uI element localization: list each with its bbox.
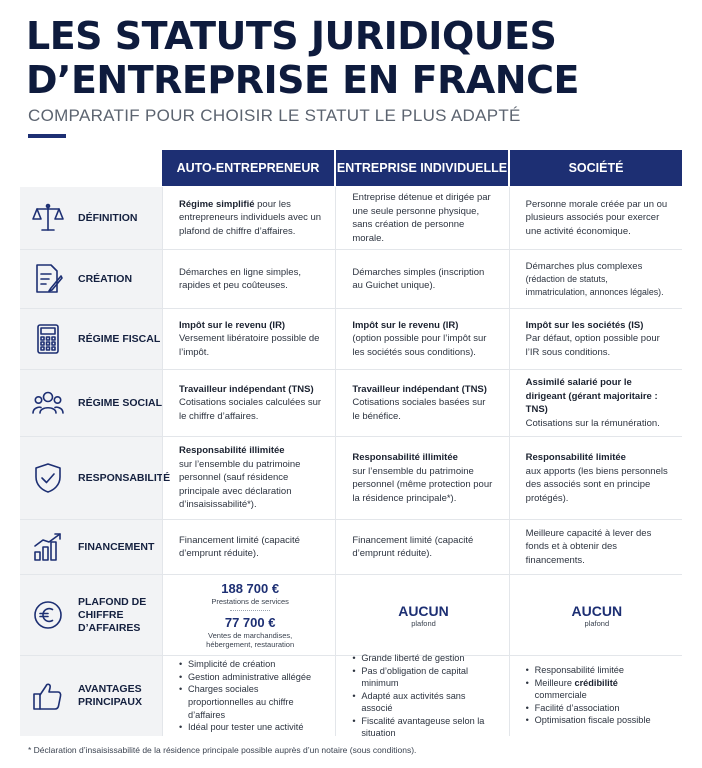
cell-strong: Assimilé salarié pour le dirigeant (gérant majoritaire : TNS) xyxy=(525,377,658,415)
people-icon xyxy=(30,385,66,421)
row-label: AVANTAGES PRINCIPAUX xyxy=(78,683,142,708)
column-header-entreprise-individuelle: ENTREPRISE INDIVIDUELLE xyxy=(336,150,510,186)
plafond-amount-ventes: 77 700 € xyxy=(224,615,276,630)
table-row-plafond xyxy=(20,575,682,656)
cell-societe xyxy=(509,656,682,736)
list-item: • Gestion administrative allégée xyxy=(179,671,321,684)
row-label-cell xyxy=(20,370,162,436)
cell-ae xyxy=(162,309,335,369)
row-label-cell xyxy=(20,309,162,369)
scales-icon xyxy=(30,200,66,236)
cell-strong: Responsabilité illimitée xyxy=(352,452,458,463)
divider xyxy=(230,610,270,611)
column-header-auto-entrepreneur: AUTO-ENTREPRENEUR xyxy=(162,150,336,186)
cell-societe xyxy=(509,575,682,655)
list-item-text: Meilleure xyxy=(534,677,575,688)
cell-strong: Régime simplifié xyxy=(179,198,255,210)
cell-text: Démarches plus complexes xyxy=(525,260,643,272)
cell-strong: Travailleur indépendant (TNS) xyxy=(179,383,314,395)
cell-text: sur l’ensemble du patrimoine personnel (même protection pour la résidence principale*). xyxy=(352,465,493,504)
row-label: RÉGIME SOCIAL xyxy=(78,396,163,409)
cell-ae xyxy=(162,187,335,249)
plafond-value: AUCUN xyxy=(398,602,449,619)
plafond-value: AUCUN xyxy=(571,602,623,619)
bullet-list xyxy=(352,652,494,740)
cell-societe xyxy=(509,187,682,249)
cell-text: Démarches simples (inscription au Guichet unique). xyxy=(352,266,485,291)
cell-text: (option possible pour l’impôt sur les sociétés sous conditions). xyxy=(352,333,487,358)
cell-strong: Responsabilité limitée xyxy=(525,452,626,463)
list-item-text: commerciale xyxy=(534,690,587,701)
row-label: RESPONSABILITÉ xyxy=(78,471,171,484)
cell-text: Démarches en ligne simples, rapides et peu coûteuses. xyxy=(179,266,301,291)
list-item: • Pas d’obligation de capital minimum xyxy=(352,665,494,690)
table-row-avantages xyxy=(20,652,682,739)
cell-text: Versement libératoire possible de l’impôt. xyxy=(179,333,320,358)
cell-societe xyxy=(509,437,682,519)
cell-strong: Travailleur indépendant (TNS) xyxy=(352,383,487,395)
cell-strong: Impôt sur le revenu (IR) xyxy=(179,319,286,331)
cell-ei xyxy=(335,575,508,655)
cell-text: Cotisations sociales calculées sur le chiffre d’affaires. xyxy=(179,397,322,422)
title-line-1: LES STATUTS JURIDIQUES xyxy=(26,14,557,58)
cell-ei xyxy=(335,187,508,249)
cell-ei xyxy=(335,520,508,574)
list-item: • Idéal pour tester une activité xyxy=(179,721,321,734)
cell-text: Financement limité (capacité d’emprunt réduite). xyxy=(179,534,300,559)
page-title xyxy=(26,14,579,102)
bullet-list xyxy=(179,658,321,734)
footnote: * Déclaration d’insaisissabilité de la résidence principale possible auprès d’un notaire (sous conditions). xyxy=(28,745,417,755)
cell-ei xyxy=(335,437,508,519)
cell-societe xyxy=(509,250,682,308)
table-row-regime-fiscal xyxy=(20,309,682,370)
row-label: RÉGIME FISCAL xyxy=(78,332,161,345)
table-row-financement xyxy=(20,520,682,575)
cell-ae xyxy=(162,520,335,574)
list-item: • Adapté aux activités sans associé xyxy=(352,690,494,715)
column-header-societe: SOCIÉTÉ xyxy=(510,150,682,186)
document-pen-icon xyxy=(30,261,66,297)
plafond-sub: plafond xyxy=(411,618,436,628)
table-row-regime-social xyxy=(20,370,682,437)
subtitle: COMPARATIF POUR CHOISIR LE STATUT LE PLUS ADAPTÉ xyxy=(28,106,521,125)
row-label-cell xyxy=(20,187,162,249)
bullet-list xyxy=(526,664,668,727)
list-item: • Facilité d’association xyxy=(526,702,668,715)
title-line-2: D’ENTREPRISE EN FRANCE xyxy=(26,58,579,102)
thumbs-up-icon xyxy=(30,678,66,714)
cell-text: Cotisations sociales basées sur le bénéfice. xyxy=(352,397,486,422)
list-item-strong: crédibilité xyxy=(574,677,618,688)
row-label: FINANCEMENT xyxy=(78,540,155,553)
list-item: • Responsabilité limitée xyxy=(526,664,668,677)
row-label: CRÉATION xyxy=(78,272,133,285)
row-label-cell xyxy=(20,656,162,736)
cell-ei xyxy=(335,309,508,369)
table-row-responsabilite xyxy=(20,437,682,520)
cell-ae xyxy=(162,575,335,655)
cell-ae xyxy=(162,370,335,436)
cell-ei xyxy=(335,652,508,739)
table-header xyxy=(162,150,682,186)
cell-text: pour les entrepreneurs individuels avec un plafond de chiffre d’affaires. xyxy=(179,198,322,237)
cell-text: sur l’ensemble du patrimoine personnel (sauf résidence principale avec déclaration d’insaisissabilité*). xyxy=(179,458,301,511)
cell-text: Entreprise détenue et dirigée par une seule personne physique, sans création de personne morale. xyxy=(352,192,491,244)
cell-text: Cotisations sur la rémunération. xyxy=(525,417,660,429)
cell-text: Financement limité (capacité d’emprunt réduite). xyxy=(352,534,474,559)
row-label-cell xyxy=(20,250,162,308)
cell-text: Meilleure capacité à lever des fonds et à obtenir des financements. xyxy=(525,527,652,566)
cell-societe xyxy=(509,370,682,436)
row-label: DÉFINITION xyxy=(78,211,138,224)
accent-bar xyxy=(28,134,66,138)
list-item: • Grande liberté de gestion xyxy=(352,652,494,665)
row-label: PLAFOND DE CHIFFRE D’AFFAIRES xyxy=(78,595,147,634)
list-item xyxy=(526,677,668,702)
row-label-cell xyxy=(20,575,162,655)
plafond-amount-services: 188 700 € xyxy=(221,581,280,596)
cell-societe xyxy=(509,309,682,369)
cell-text: Par défaut, option possible pour l’IR sous conditions. xyxy=(525,333,660,358)
calculator-icon xyxy=(30,321,66,357)
cell-societe xyxy=(509,520,682,574)
growth-chart-icon xyxy=(30,529,66,565)
plafond-sub: plafond xyxy=(584,618,610,628)
cell-strong: Responsabilité illimitée xyxy=(179,445,285,457)
plafond-desc-ventes: Ventes de marchandises, hébergement, restauration xyxy=(206,631,295,649)
row-label-cell xyxy=(20,520,162,574)
cell-note: (rédaction de statuts, immatriculation, annonces légales). xyxy=(525,274,664,297)
list-item: • Charges sociales proportionnelles au chiffre d’affaires xyxy=(179,683,321,721)
cell-ae xyxy=(162,656,335,736)
cell-text: aux apports (les biens personnels des associés sont en principe protégés). xyxy=(525,465,668,504)
euro-icon xyxy=(30,597,66,633)
cell-strong: Impôt sur les sociétés (IS) xyxy=(525,319,644,331)
list-item: • Optimisation fiscale possible xyxy=(526,714,668,727)
row-label-cell xyxy=(20,437,171,519)
list-item: • Simplicité de création xyxy=(179,658,321,671)
table-row-creation xyxy=(20,250,682,309)
cell-strong: Impôt sur le revenu (IR) xyxy=(352,319,459,331)
list-item: • Fiscalité avantageuse selon la situation xyxy=(352,715,494,740)
shield-check-icon xyxy=(30,460,66,496)
table-row-definition xyxy=(20,187,682,250)
cell-text: Personne morale créée par un ou plusieurs associés pour exercer une activité économique. xyxy=(525,198,668,237)
cell-ae xyxy=(162,250,335,308)
plafond-desc-services: Prestations de services xyxy=(211,597,289,606)
cell-ei xyxy=(335,250,508,308)
cell-ae xyxy=(162,437,335,519)
cell-ei xyxy=(335,370,508,436)
